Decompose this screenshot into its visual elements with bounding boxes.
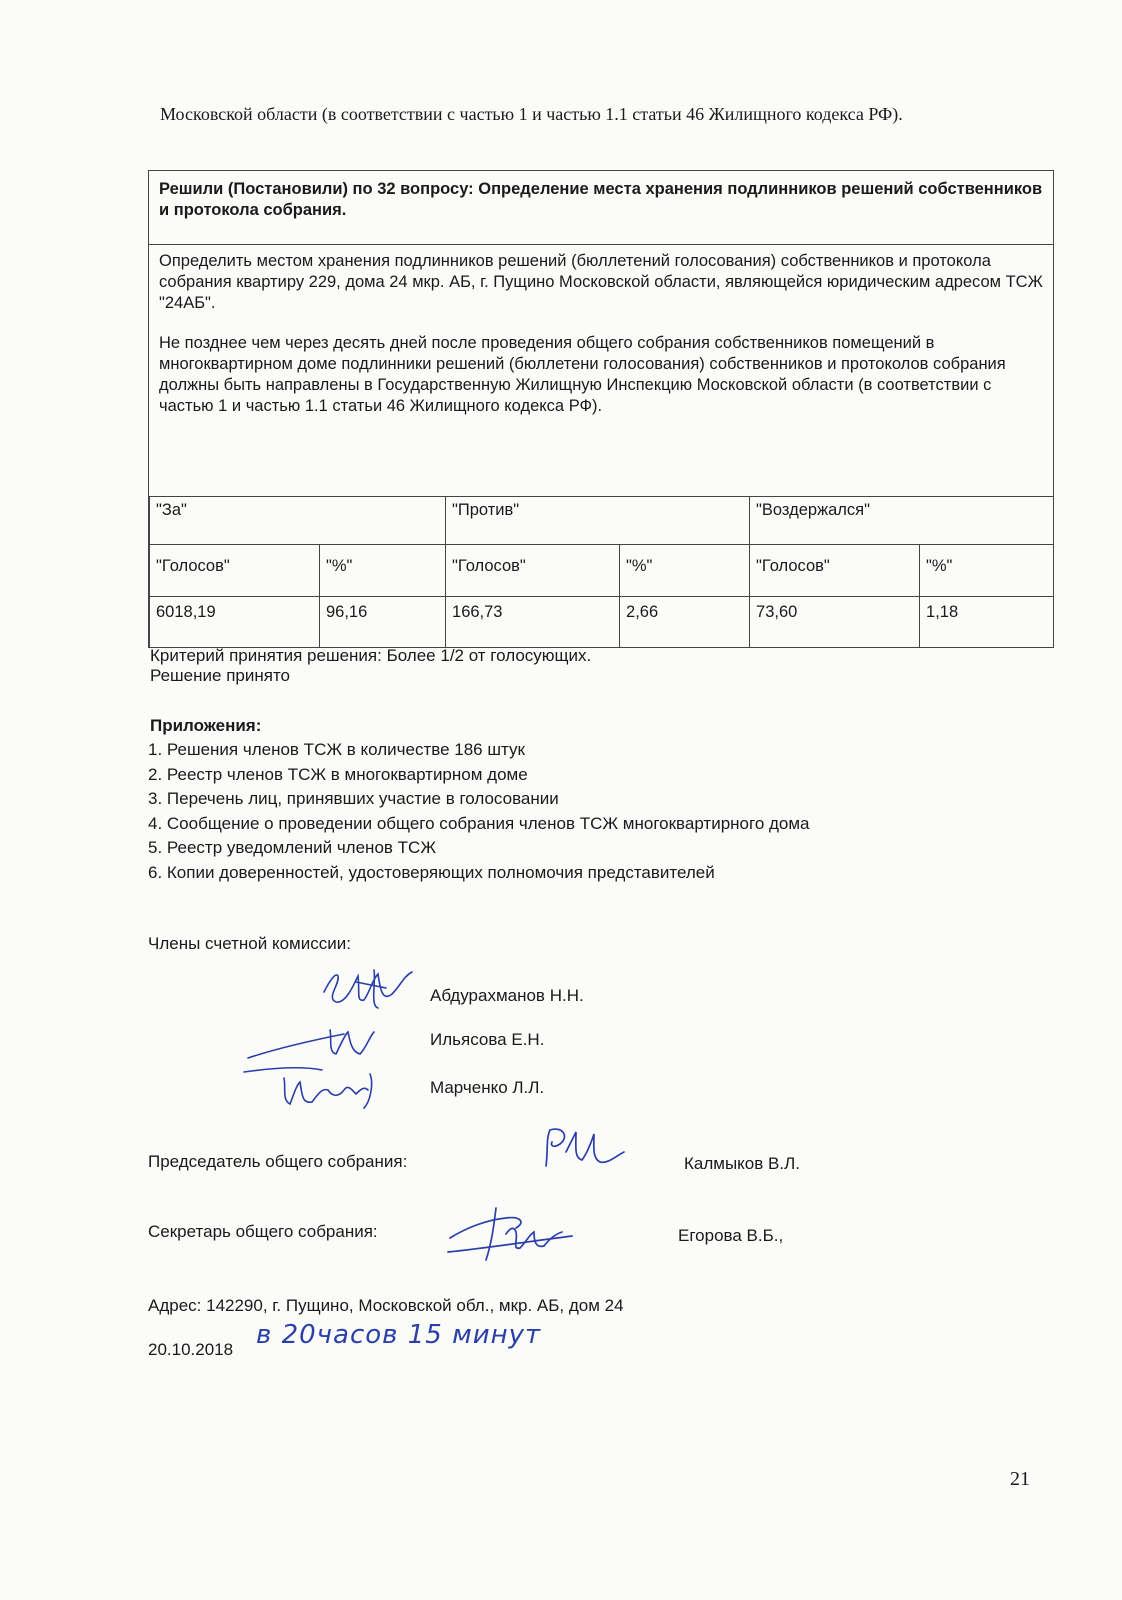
for-percent-header: "%" [320, 545, 446, 597]
secretary-label: Секретарь общего собрания: [148, 1222, 378, 1241]
for-votes-value: 6018,19 [150, 597, 320, 648]
signature-secretary [446, 1198, 586, 1275]
page-number: 21 [1010, 1468, 1030, 1490]
member-name-1: Абдурахманов Н.Н. [430, 986, 584, 1005]
signature-chairman [536, 1122, 636, 1177]
against-votes-value: 166,73 [446, 597, 620, 648]
for-header: "За" [150, 497, 446, 545]
decision-result: Решение принято [150, 666, 291, 685]
address-line: Адрес: 142290, г. Пущино, Московской обл., мкр. АБ, дом 24 [148, 1296, 624, 1315]
continuation-line: Московской области (в соответствии с частью 1 и частью 1.1 статьи 46 Жилищного кодекса РФ). [160, 104, 903, 124]
attachments-title: Приложения: [150, 716, 262, 735]
against-percent-value: 2,66 [620, 597, 750, 648]
document-date: 20.10.2018 [148, 1340, 234, 1359]
attachment-item: 4. Сообщение о проведении общего собрания членов ТСЖ многоквартирного дома [148, 813, 810, 833]
attachment-item: 5. Реестр уведомлений членов ТСЖ [148, 838, 437, 857]
against-header: "Против" [446, 497, 750, 545]
handwritten-time: в 20часов 15 минут [256, 1320, 542, 1350]
attachment-item: 1. Решения членов ТСЖ в количестве 186 штук [148, 740, 525, 759]
chairman-label: Председатель общего собрания: [148, 1152, 408, 1171]
decision-criterion: Критерий принятия решения: Более 1/2 от голосующих. [150, 646, 592, 665]
votes-table [149, 496, 1054, 648]
abstain-header: "Воздержался" [750, 497, 1054, 545]
attachments-list [148, 738, 810, 885]
chairman-name: Калмыков В.Л. [684, 1154, 800, 1173]
signature-abdurakhmanov [316, 962, 426, 1017]
commission-label: Члены счетной комиссии: [148, 934, 351, 953]
for-percent-value: 96,16 [320, 597, 446, 648]
attachment-item: 2. Реестр членов ТСЖ в многоквартирном доме [148, 764, 528, 784]
signature-marchenko [242, 1064, 392, 1117]
decision-paragraph-1: Определить местом хранения подлинников решений (бюллетений голосования) собственников и протокола собрания квартиру 229, дома 24 мкр. АБ, г. Пущино Московской области, являющейся юридическим адресом ТСЖ "24АБ". [159, 252, 1043, 312]
votes-header-row [150, 497, 1054, 545]
attachment-item: 3. Перечень лиц, принявших участие в голосовании [148, 789, 559, 808]
secretary-name: Егорова В.Б., [678, 1226, 784, 1245]
abstain-percent-value: 1,18 [920, 597, 1054, 648]
against-votes-header: "Голосов" [446, 545, 620, 597]
votes-values-row [150, 597, 1054, 648]
decision-block [148, 170, 1054, 648]
decision-body [159, 251, 1044, 436]
against-percent-header: "%" [620, 545, 750, 597]
for-votes-header: "Голосов" [150, 545, 320, 597]
decision-paragraph-2: Не позднее чем через десять дней после проведения общего собрания собственников помещений в многоквартирном доме подлинники решений (бюллетени голосования) собственников и протоколов собрания должны быть направлены в Государственную Жилищную Инспекцию Московской области (в соответствии с частью 1 и частью 1.1 статьи 46 Жилищного кодекса РФ). [159, 334, 1006, 415]
member-name-2: Ильясова Е.Н. [430, 1030, 545, 1049]
member-name-3: Марченко Л.Л. [430, 1078, 545, 1097]
abstain-votes-value: 73,60 [750, 597, 920, 648]
votes-subheader-row [150, 545, 1054, 597]
signature-ilyasova [244, 1024, 394, 1069]
abstain-percent-header: "%" [920, 545, 1054, 597]
decision-header: Решили (Постановили) по 32 вопросу: Определение места хранения подлинников решений собственников и протокола собрания. [149, 171, 1053, 245]
attachment-item: 6. Копии доверенностей, удостоверяющих полномочия представителей [148, 862, 715, 882]
abstain-votes-header: "Голосов" [750, 545, 920, 597]
